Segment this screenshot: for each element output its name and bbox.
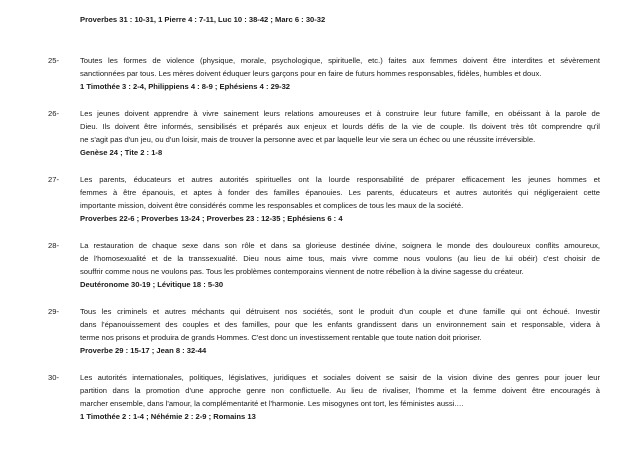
- item-reference: Proverbe 29 : 15-17 ; Jean 8 : 32-44: [80, 346, 207, 355]
- item-number: 28-: [48, 241, 59, 250]
- item-text-line: La restauration de chaque sexe dans son rôle et dans sa glorieuse destinée divine, soignera le monde des douloureux conflits amoureux,: [80, 241, 600, 250]
- item-text-line: Les parents, éducateurs et autres autorités spirituelles ont la lourde responsabilité de préparer efficacement les jeunes hommes et: [80, 175, 600, 184]
- item-reference: 1 Timothée 2 : 1-4 ; Néhémie 2 : 2-9 ; Romains 13: [80, 412, 256, 421]
- item-number: 30-: [48, 373, 59, 382]
- item-reference: Genèse 24 ; Tite 2 : 1-8: [80, 148, 163, 157]
- item-number: 25-: [48, 56, 59, 65]
- item-text-line: importante mission, doivent être considérés comme les responsables et complices de tous les maux de la société.: [80, 201, 464, 210]
- item-reference: 1 Timothée 3 : 2-4, Philippiens 4 : 8-9 ; Ephésiens 4 : 29-32: [80, 82, 291, 91]
- item-text-line: Dieu. Ils doivent être informés, sensibilisés et préparés aux enjeux et lourds défis de la vie de couple. Ils doivent très tôt comprendre qu'il: [80, 122, 600, 131]
- item-text-line: sanctionnées par tous. Les mères doivent éduquer leurs garçons pour en faire de futurs hommes responsables, fidèles, humbles et doux.: [80, 69, 542, 78]
- item-text-line: marcher ensemble, dans l'amour, la complémentarité et l'harmonie. Les misogynes ont tort, les féministes aussi.…: [80, 399, 465, 408]
- item-text-line: Toutes les formes de violence (physique, morale, psychologique, spirituelle, etc.) faites aux femmes doivent être interdites et sévèrement: [80, 56, 600, 65]
- item-number: 27-: [48, 175, 59, 184]
- item-text-line: de l'homosexualité et de la transsexualité. Dieu nous aime tous, mais vivre comme nous voulons (au lieu de lui obéir) c'est choisir de: [80, 254, 600, 263]
- item-text-line: femmes à être épanouis, et aptes à fonder des familles épanouies. Les parents, éducateurs et autres autorités qui négligeraient cette: [80, 188, 600, 197]
- item-text-line: terme nos prisons et produira de grands Hommes. C'est donc un investissement rentable que toute nation doit prioriser.: [80, 333, 482, 342]
- item-text-line: Les jeunes doivent apprendre à vivre sainement leurs relations amoureuses et à construire leur future famille, en obéissant à la parole de: [80, 109, 600, 118]
- item-reference: Deutéronome 30-19 ; Lévitique 18 : 5-30: [80, 280, 224, 289]
- top-reference: Proverbes 31 : 10-31, 1 Pierre 4 : 7-11, Luc 10 : 38-42 ; Marc 6 : 30-32: [80, 15, 326, 24]
- item-text-line: partition dans la promotion d'une approche genre non conflictuelle. Au lieu de rivaliser, l'homme et la femme doivent être encouragés à: [80, 386, 600, 395]
- item-text-line: dans l'épanouissement des couples et des familles, pour que les enfants grandissent dans un environnement sain et responsable, videra à: [80, 320, 600, 329]
- item-text-line: Tous les criminels et autres méchants qui détruisent nos sociétés, sont le produit d'un couple et d'une famille qui ont échoué. Investir: [80, 307, 600, 316]
- item-text-line: ne s'agit pas d'un jeu, ou d'un loisir, mais de trouver la personne avec et par laquelle leur vie sera un échec ou une réussite irréversible.: [80, 135, 536, 144]
- item-number: 26-: [48, 109, 59, 118]
- item-reference: Proverbes 22-6 ; Proverbes 13-24 ; Proverbes 23 : 12-35 ; Ephésiens 6 : 4: [80, 214, 343, 223]
- item-number: 29-: [48, 307, 59, 316]
- item-text-line: souffrir comme nous ne voulons pas. Tous les problèmes contemporains viennent de notre rébellion à la divine sagesse du créateur.: [80, 267, 524, 276]
- item-text-line: Les autorités internationales, politiques, législatives, juridiques et sociales doivent se saisir de la vision divine des genres pour jouer leur: [80, 373, 600, 382]
